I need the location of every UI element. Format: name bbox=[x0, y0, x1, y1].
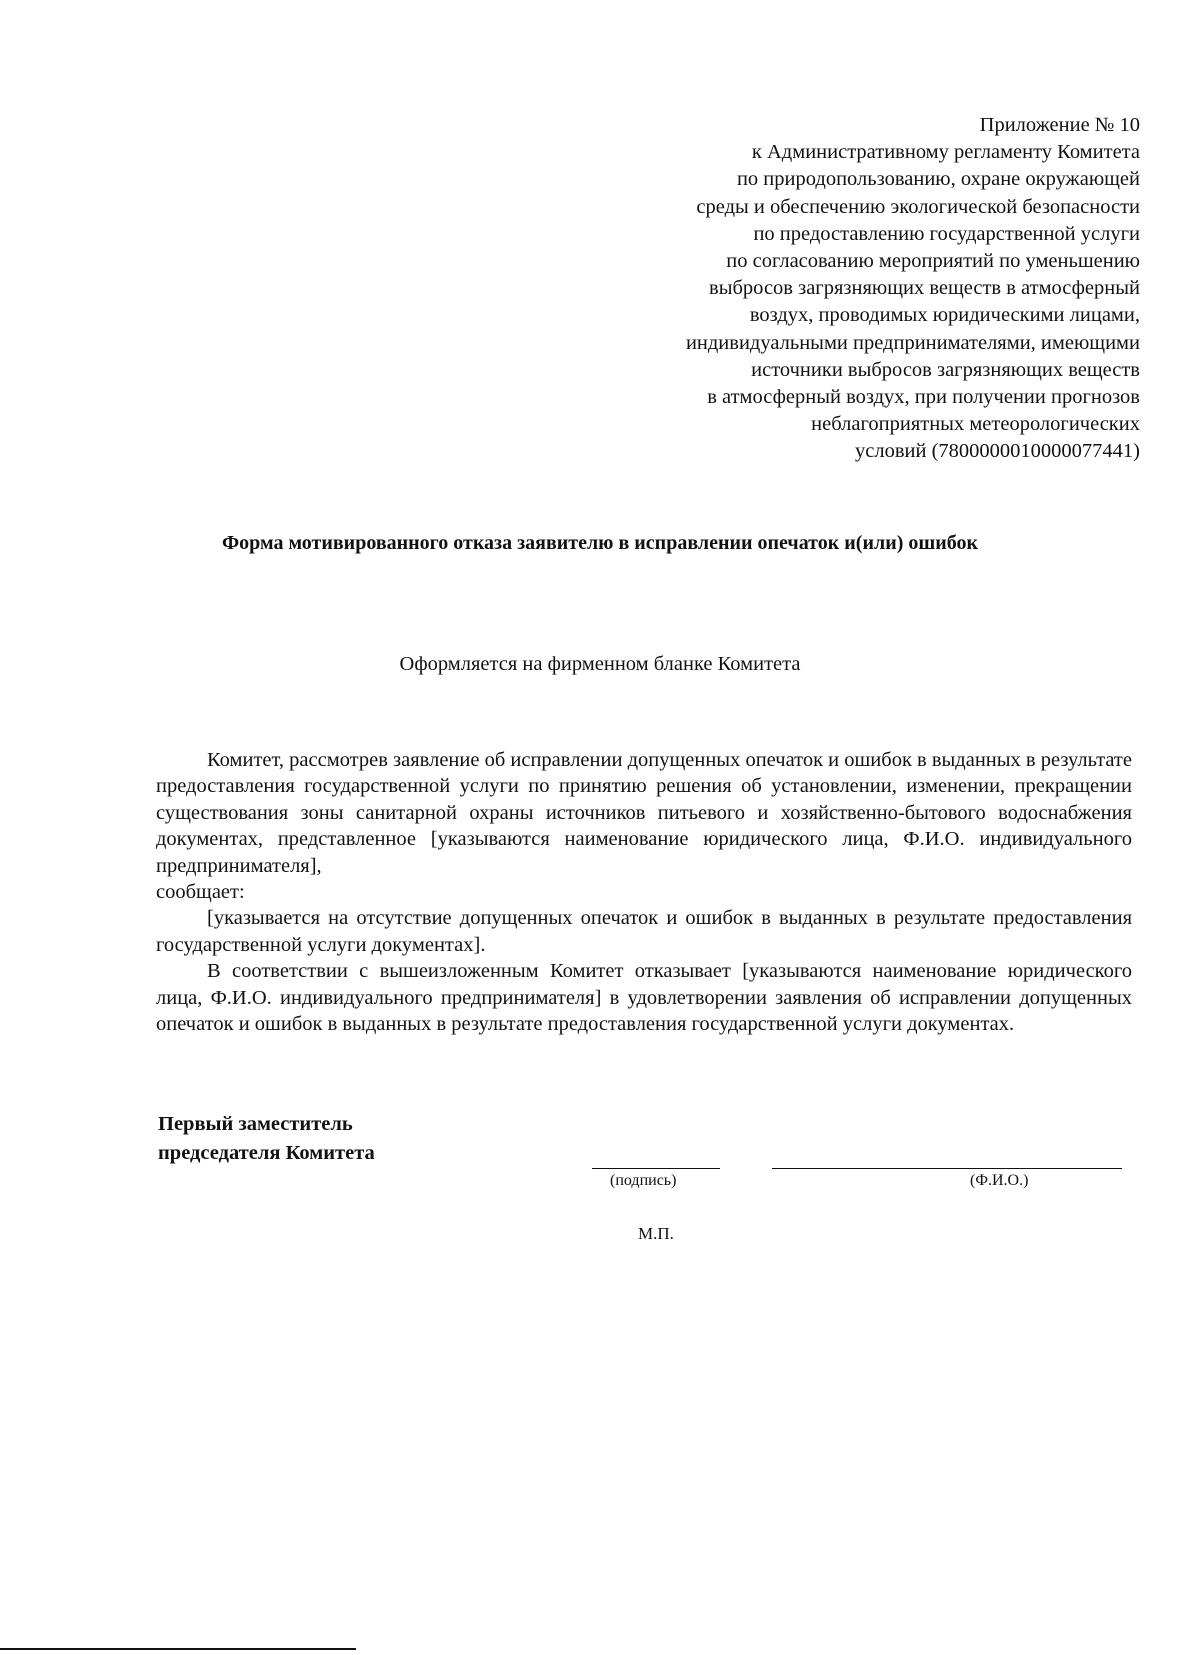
annex-line: условий (7800000010000077441) bbox=[855, 440, 1140, 463]
annex-line: к Административному регламенту Комитета bbox=[751, 141, 1140, 164]
annex-header bbox=[580, 112, 1140, 466]
annex-line: по природопользованию, охране окружающей bbox=[736, 168, 1140, 191]
signature-line bbox=[592, 1168, 720, 1169]
annex-line: воздух, проводимых юридическими лицами, bbox=[749, 304, 1140, 327]
annex-line: Приложение № 10 bbox=[979, 114, 1140, 136]
footnote-rule bbox=[0, 1648, 356, 1650]
body-paragraph-2: [указывается на отсутствие допущенных опечаток и ошибок в выданных в результате предоставления государственной услуги документах]. bbox=[156, 907, 1132, 956]
body-paragraph-3: В соответствии с вышеизложенным Комитет отказывает [указываются наименование юридического лица, Ф.И.О. индивидуального предпринимателя] в удовлетворении заявления об исправлении допущенных опечаток и ошибок в выданных в результате предоставления государственной услуги документах. bbox=[156, 960, 1132, 1036]
signer-title-line: председателя Комитета bbox=[158, 1142, 375, 1164]
annex-line: индивидуальными предпринимателями, имеющими bbox=[685, 331, 1140, 354]
full-name-line bbox=[772, 1168, 1122, 1169]
full-name-caption: (Ф.И.О.) bbox=[970, 1172, 1029, 1189]
body-paragraph-1-tail: сообщает: bbox=[156, 881, 245, 904]
annex-line: среды и обеспечению экологической безопасности bbox=[696, 195, 1140, 218]
signer-title-line: Первый заместитель bbox=[158, 1113, 353, 1135]
signature-caption: (подпись) bbox=[610, 1172, 677, 1189]
annex-line: источники выбросов загрязняющих веществ bbox=[751, 358, 1140, 381]
annex-line: в атмосферный воздух, при получении прогнозов bbox=[707, 386, 1140, 409]
signer-title bbox=[158, 1110, 375, 1168]
form-title: Форма мотивированного отказа заявителю в исправлении опечаток и(или) ошибок bbox=[221, 532, 979, 554]
letterhead-note: Оформляется на фирменном бланке Комитета bbox=[399, 653, 801, 675]
body-text bbox=[156, 747, 1132, 1037]
annex-line: неблагоприятных метеорологических bbox=[811, 413, 1140, 436]
annex-line: по согласованию мероприятий по уменьшению bbox=[726, 250, 1140, 273]
body-paragraph-1: Комитет, рассмотрев заявление об исправлении допущенных опечаток и ошибок в выданных в результате предоставления государственной услуги по принятию решения об установлении, изменении, прекращении существования зоны санитарной охраны источников питьевого и хозяйственно-бытового водоснабжения документах, представленное [указываются наименование юридического лица, Ф.И.О. индивидуального предпринимателя], bbox=[156, 749, 1132, 877]
stamp-place: М.П. bbox=[638, 1224, 674, 1243]
annex-line: выбросов загрязняющих веществ в атмосферный bbox=[709, 277, 1140, 300]
annex-line: по предоставлению государственной услуги bbox=[753, 222, 1140, 245]
